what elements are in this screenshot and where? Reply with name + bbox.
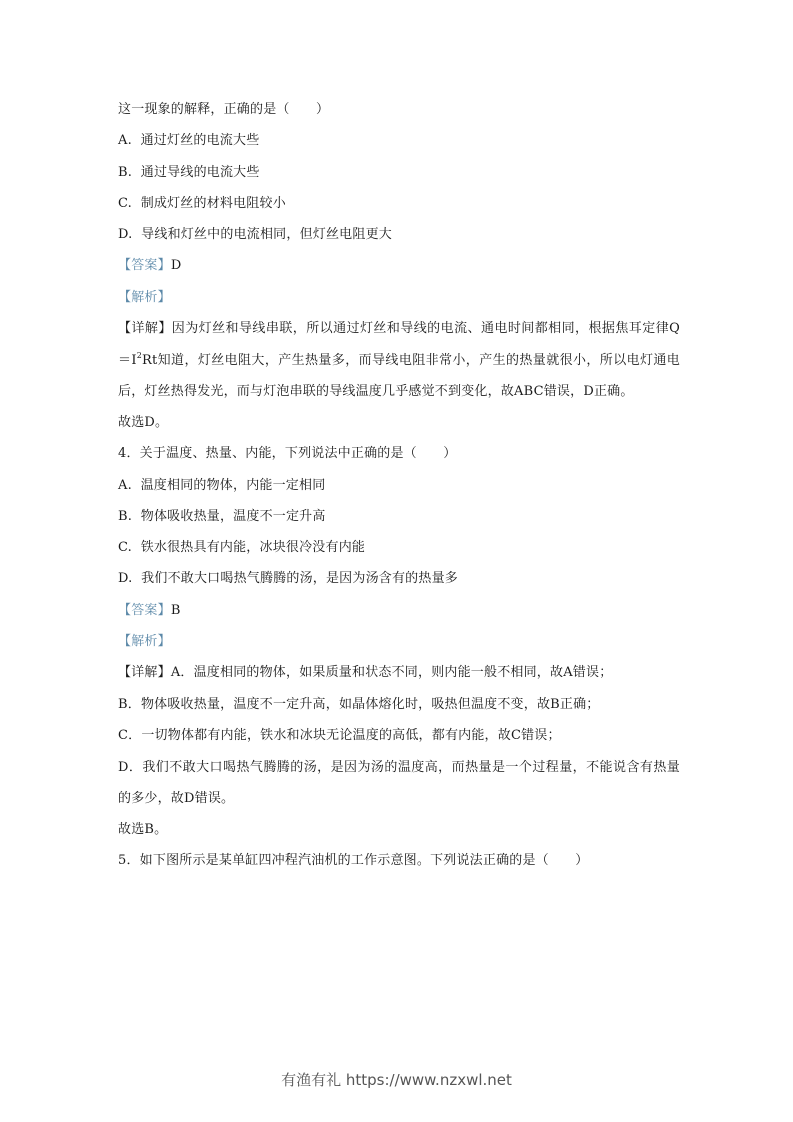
footer-watermark: 有渔有礼 https://www.nzxwl.net <box>281 1071 512 1089</box>
option-text: 铁水很热具有内能，冰块很冷没有内能 <box>140 540 366 556</box>
option-text: 导线和灯丝中的电流相同，但灯丝电阻更大 <box>141 227 392 243</box>
option-text: 通过灯丝的电流大些 <box>140 133 260 149</box>
q3-detail <box>118 313 680 407</box>
q3-option-a <box>118 131 680 162</box>
q4-option-c <box>118 538 680 569</box>
detail-label: 【详解】 <box>118 665 171 681</box>
q4-detail-d: D．我们不敢大口喝热气腾腾的汤，是因为汤的温度高，而热量是一个过程量，不能说含有热量的多少，故D错误。 <box>118 759 680 806</box>
q4-analysis <box>118 632 680 663</box>
option-letter: C. <box>118 540 133 556</box>
detail-text-part1: 因为灯丝和导线串联，所以通过灯丝和导线的电流、通电时间都相同，根据焦耳定律Q＝I <box>118 321 680 368</box>
answer-value: D <box>170 258 182 274</box>
option-text: 温度相同的物体，内能一定相同 <box>140 477 326 493</box>
document-page <box>118 100 680 882</box>
option-text: 我们不敢大口喝热气腾腾的汤，是因为汤含有的热量多 <box>141 571 458 587</box>
q3-option-c <box>118 194 680 225</box>
q3-answer <box>118 256 680 287</box>
q4-detail-a <box>118 663 680 694</box>
q4-answer <box>118 601 680 632</box>
option-letter: C. <box>118 195 133 211</box>
answer-label: 【答案】 <box>118 258 171 274</box>
q4-option-d <box>118 569 680 600</box>
option-letter: B. <box>118 508 133 524</box>
q4-option-b <box>118 507 680 538</box>
q4-option-a <box>118 476 680 507</box>
option-letter: D. <box>118 227 133 243</box>
q3-option-d <box>118 225 680 256</box>
answer-value: B <box>170 602 181 618</box>
answer-label: 【答案】 <box>118 602 171 618</box>
detail-text-part2: Rt知道，灯丝电阻大，产生热量多，而导线电阻非常小，产生的热量就很小，所以电灯通电后，灯丝热得发光，而与灯泡串联的导线温度几乎感觉不到变化，故ABC错误，D正确。 <box>118 352 680 400</box>
q3-option-b <box>118 163 680 194</box>
q3-conclusion: 故选D。 <box>118 414 169 430</box>
option-letter: D. <box>118 571 133 587</box>
q4-detail-c: C．一切物体都有内能，铁水和冰块无论温度的高低，都有内能，故C错误； <box>118 727 561 743</box>
analysis-label: 【解析】 <box>118 634 171 650</box>
q4-stem: 4．关于温度、热量、内能，下列说法中正确的是（ ） <box>118 446 457 462</box>
q3-stem-tail: 这一现象的解释，正确的是（ ） <box>118 102 330 117</box>
option-letter: A. <box>118 477 132 493</box>
detail-superscript: 2 <box>136 350 143 360</box>
option-text: 制成灯丝的材料电阻较小 <box>140 195 286 211</box>
q5-stem: 5．如下图所示是某单缸四冲程汽油机的工作示意图。下列说法正确的是（ ） <box>118 853 589 869</box>
detail-label: 【详解】 <box>118 321 172 337</box>
option-text: 通过导线的电流大些 <box>140 164 260 180</box>
detail-text: A．温度相同的物体，如果质量和状态不同，则内能一般不相同，故A错误； <box>170 665 613 681</box>
option-letter: A. <box>118 133 132 149</box>
option-text: 物体吸收热量，温度不一定升高 <box>140 508 326 524</box>
q4-conclusion: 故选B。 <box>118 821 168 837</box>
analysis-label: 【解析】 <box>118 289 171 305</box>
option-letter: B. <box>118 164 133 180</box>
q4-detail-b: B．物体吸收热量，温度不一定升高，如晶体熔化时，吸热但温度不变，故B正确； <box>118 696 600 712</box>
